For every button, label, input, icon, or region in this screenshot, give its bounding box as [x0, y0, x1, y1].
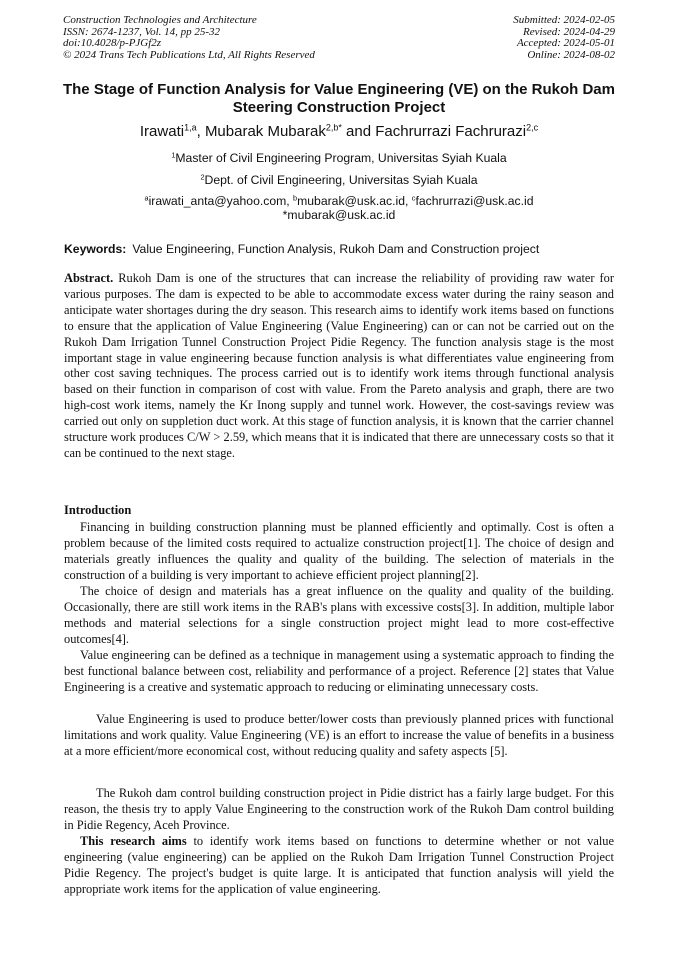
bold-lead: This research aims	[80, 834, 187, 848]
paragraph-text: to identify work items based on functions to determine whether or not value engineering (value engineering) can be applied on the Rukoh Dam Irrigation Tunnel Construction Project Pidie Regency. The project's budget is quite large. It is anticipated that function analysis will yield the appropriate work items for the application of value engineering.	[64, 834, 614, 896]
paper-title: The Stage of Function Analysis for Value Engineering (VE) on the Rukoh Dam Steering Construction Project	[62, 81, 615, 116]
email-sup: a	[144, 193, 149, 203]
submitted-date: Submitted: 2024-02-05	[513, 14, 615, 26]
keywords-text: Value Engineering, Function Analysis, Rukoh Dam and Construction project	[132, 242, 540, 256]
abstract	[64, 271, 614, 462]
abstract-text: Rukoh Dam is one of the structures that can increase the reliability of providing raw water for various purposes. The dam is expected to be able to accommodate excess water during the rainy season and anticipate water shortages during the dry season. This research aims to identify work items based on functions to ensure that the application of Value Engineering (Value Engineering) can or can not be carried out on the Rukoh Dam Irrigation Tunnel Construction Project Pidie Regency. The function analysis stage is the most important stage in value engineering because function analysis is what differentiates value engineering from other cost saving techniques. The process carried out is to identify work items through functional analysis based on their function in comparison of cost with value. From the Pareto analysis and graph, there are two high-cost work items, namely the Kr Inong supply and tunnel work. However, the cost-savings review was carried out only on suppletion duct work. At this stage of function analysis, it is known that the carrier channel structure work produces C/W > 2.59, which means that it is indicated that there are unnecessary costs so that it can be continued to the next stage.	[64, 271, 614, 460]
paragraph: Value Engineering is used to produce better/lower costs than previously planned prices with functional limitations and work quality. Value Engineering (VE) is an effort to increase the value of benefits in a business at a more efficient/more economical cost, without reducing quality and safety aspects [5].	[64, 712, 614, 758]
abstract-label: Abstract.	[64, 271, 114, 285]
email-sup: c	[411, 193, 416, 203]
copyright: © 2024 Trans Tech Publications Ltd, All Rights Reserved	[63, 48, 315, 61]
paragraph: Value engineering can be defined as a technique in management using a systematic approach to finding the best functional balance between cost, reliability and performance of a project. Reference [2] states that Value Engineering is a creative and systematic approach to reducing or eliminating unnecessary costs.	[64, 648, 614, 694]
author-name: Irawati	[139, 123, 185, 140]
issn: ISSN: 2674-1237, Vol. 14, pp 25-32	[63, 25, 221, 38]
author-name: Fachrurrazi Fachrurazi	[375, 123, 527, 140]
revised-date: Revised: 2024-04-29	[523, 25, 615, 38]
paragraph: Financing in building construction planning must be planned efficiently and optimally. Cost is often a problem because of the limited costs required to actualize construction project[1]. The choice of design and materials greatly influences the quality and quality of the building. The selection of materials in the construction of a building is very important to achieve efficient project planning[2].	[64, 520, 614, 582]
aff-text: Dept. of Civil Engineering, Universitas Syiah Kuala	[204, 173, 478, 187]
section-heading: Introduction	[64, 503, 132, 517]
paragraph: The Rukoh dam control building construction project in Pidie district has a fairly large budget. For this reason, the thesis try to apply Value Engineering to the construction work of the Rukoh Dam control building in Pidie Regency, Aceh Province.	[64, 786, 614, 832]
aff-sup: 1	[171, 150, 176, 160]
author-name: Mubarak Mubarak	[204, 123, 326, 140]
affiliation	[40, 173, 638, 187]
email-sup: b	[293, 193, 298, 203]
email[interactable]: fachrurrazi@usk.ac.id	[415, 194, 534, 208]
email[interactable]: irawati_anta@yahoo.com,	[148, 194, 294, 208]
email[interactable]: mubarak@usk.ac.id,	[297, 194, 412, 208]
author-sup: 2,b*	[325, 122, 342, 133]
doi: doi:10.4028/p-PJGf2z	[63, 37, 162, 50]
emails	[40, 194, 638, 208]
online-date: Online: 2024-08-02	[527, 48, 615, 61]
author-sup: 1,a	[184, 122, 197, 133]
keywords	[64, 242, 539, 256]
authors	[40, 123, 638, 140]
corresponding-email[interactable]: *mubarak@usk.ac.id	[282, 208, 396, 222]
aff-sup: 2	[200, 172, 205, 182]
author-sup: 2,c	[526, 122, 539, 133]
journal-name: Construction Technologies and Architecture	[63, 14, 257, 26]
paragraph: The choice of design and materials has a great influence on the quality and quality of the building. Occasionally, there are still work items in the RAB's plans with excessive costs[3]. In addition, multiple labor methods and material selections for a single construction project might lead to more cost-effective outcomes[4].	[64, 584, 614, 646]
dates-header	[513, 15, 615, 61]
aff-text: Master of Civil Engineering Program, Universitas Syiah Kuala	[175, 151, 507, 165]
keywords-label: Keywords:	[64, 242, 127, 256]
accepted-date: Accepted: 2024-05-01	[516, 37, 615, 50]
author-sep: ,	[196, 123, 205, 140]
journal-header	[63, 15, 315, 61]
author-sep: and	[341, 123, 376, 140]
affiliation	[40, 151, 638, 165]
paragraph	[64, 834, 614, 898]
